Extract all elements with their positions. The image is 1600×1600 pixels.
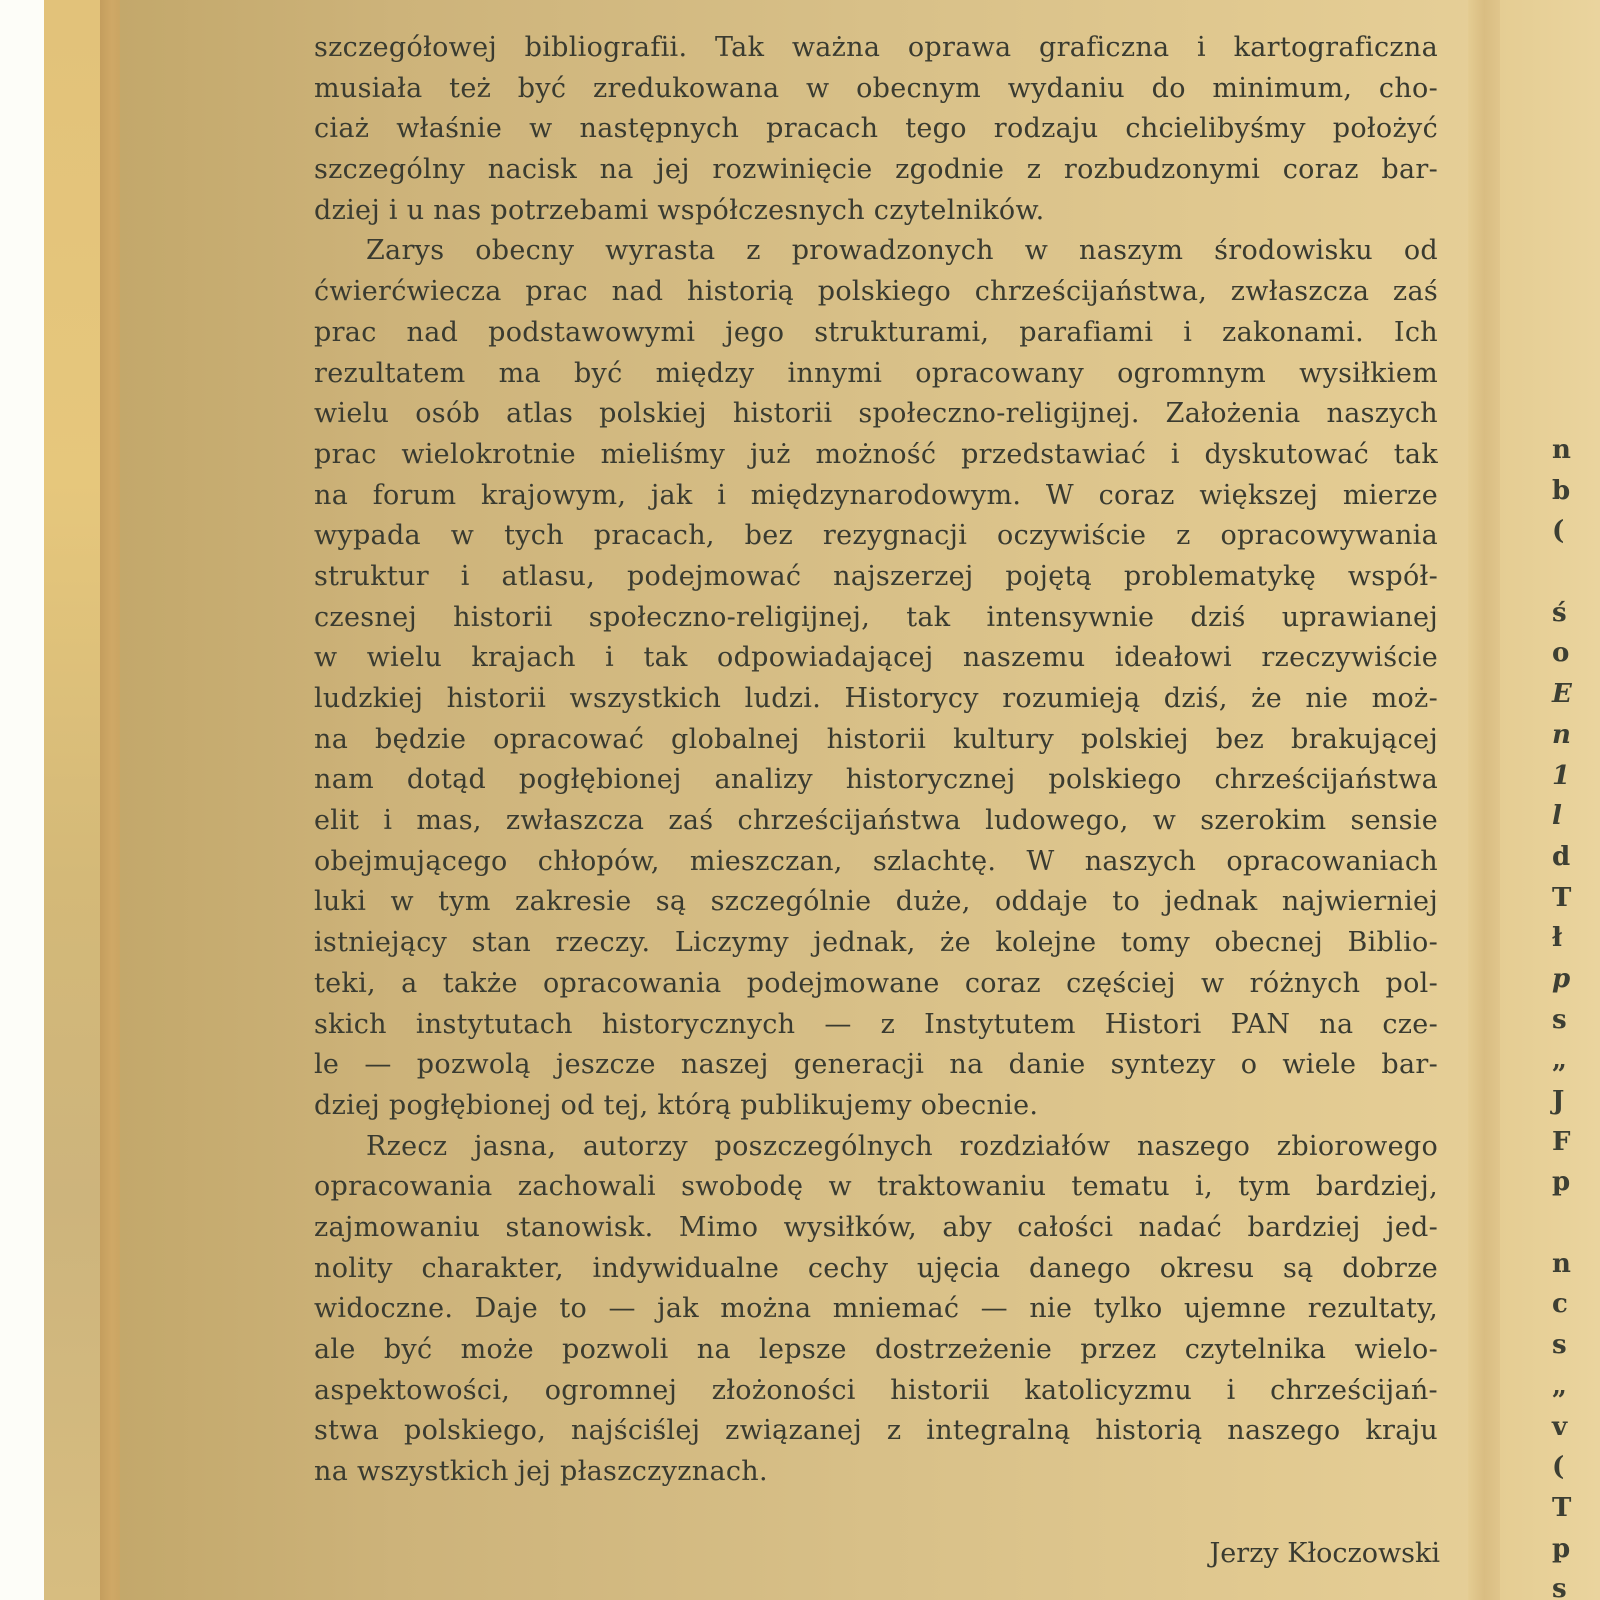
facing-page-fragment: p (1552, 1167, 1571, 1198)
facing-page-fragment: ś (1552, 597, 1567, 628)
text-line: na forum krajowym, jak i międzynarodowym. W coraz większej mierze (314, 479, 1438, 511)
text-line: teki, a także opracowania podejmowane coraz częściej w różnych pol- (314, 967, 1438, 999)
facing-page-fragment: ( (1552, 516, 1565, 547)
facing-page-fragment: d (1552, 841, 1571, 872)
text-line: skich instytutach historycznych — z Instytutem Histori PAN na cze- (314, 1008, 1438, 1040)
paragraph (314, 28, 1438, 231)
facing-page-fragment: E (1552, 679, 1572, 710)
facing-page-fragment: s (1552, 1330, 1567, 1361)
text-line: musiała też być zredukowana w obecnym wydaniu do minimum, cho- (314, 72, 1438, 104)
book-cover-edge (44, 0, 106, 1600)
text-line: szczegółowej bibliografii. Tak ważna oprawa graficzna i kartograficzna (314, 32, 1438, 63)
text-line: aspektowości, ogromnej złożoności historii katolicyzmu i chrześcijań- (314, 1374, 1438, 1406)
facing-page-fragment: c (1552, 1289, 1568, 1320)
text-line: na będzie opracować globalnej historii kultury polskiej bez brakującej (314, 723, 1438, 755)
text-line: le — pozwolą jeszcze naszej generacji na danie syntezy o wiele bar- (314, 1049, 1438, 1081)
text-line: wielu osób atlas polskiej historii społeczno-religijnej. Założenia naszych (314, 398, 1438, 430)
facing-page-fragment: 1 (1552, 760, 1571, 791)
text-line: prac nad podstawowymi jego strukturami, parafiami i zakonami. Ich (314, 316, 1438, 348)
text-line: szczególny nacisk na jej rozwinięcie zgodnie z rozbudzonymi coraz bar- (314, 154, 1438, 186)
text-line: czesnej historii społeczno-religijnej, tak intensywnie dziś uprawianej (314, 601, 1438, 633)
paragraph (314, 231, 1438, 1126)
text-line: ludzkiej historii wszystkich ludzi. Historycy rozumieją dziś, że nie moż- (314, 683, 1438, 714)
text-line: opracowania zachowali swobodę w traktowaniu tematu i, tym bardziej, (314, 1171, 1438, 1203)
text-line: ale być może pozwoli na lepsze dostrzeżenie przez czytelnika wielo- (314, 1334, 1438, 1365)
facing-page-fragment: „ (1552, 1045, 1567, 1076)
facing-page-fragment: o (1552, 638, 1570, 669)
facing-page-fragment: n (1552, 1248, 1571, 1279)
background (0, 0, 44, 1600)
author-signature: Jerzy Kłoczowski (1209, 1538, 1440, 1569)
text-line: elit i mas, zwłaszcza zaś chrześcijaństwa ludowego, w szerokim sensie (314, 805, 1438, 837)
text-line: Rzecz jasna, autorzy poszczególnych rozdziałów naszego zbiorowego (366, 1130, 1438, 1162)
facing-page-fragment: T (1552, 882, 1572, 913)
text-line: prac wielokrotnie mieliśmy już możność przedstawiać i dyskutować tak (314, 438, 1438, 470)
text-line: widoczne. Daje to — jak można mniemać — nie tylko ujemne rezultaty, (314, 1293, 1438, 1325)
facing-page-fragment (1552, 1203, 1600, 1244)
text-line: stwa polskiego, najściślej związanej z integralną historią naszego kraju (314, 1415, 1438, 1447)
text-line: ciaż właśnie w następnych pracach tego rodzaju chcielibyśmy położyć (314, 113, 1438, 145)
paragraph (314, 1127, 1438, 1493)
text-line: w wielu krajach i tak odpowiadającej naszemu ideałowi rzeczywiście (314, 642, 1438, 674)
text-line: rezultatem ma być między innymi opracowany ogromnym wysiłkiem (314, 357, 1438, 389)
facing-page-fragment: p (1552, 963, 1571, 994)
facing-page-text-fragments (1552, 430, 1600, 1600)
text-line: wypada w tych pracach, bez rezygnacji oczywiście z opracowywania (314, 520, 1438, 552)
facing-page-fragment (1552, 552, 1600, 593)
facing-page-fragment: ( (1552, 1452, 1565, 1483)
facing-page-fragment: F (1552, 1126, 1571, 1157)
facing-page-fragment: b (1552, 475, 1571, 506)
text-line: struktur i atlasu, podejmować najszerzej pojętą problematykę współ- (314, 560, 1438, 592)
text-line: ćwierćwiecza prac nad historią polskiego chrześcijaństwa, zwłaszcza zaś (314, 276, 1438, 308)
facing-page-fragment: ł (1552, 923, 1563, 954)
facing-page-fragment: s (1552, 1004, 1567, 1035)
facing-page-fragment: p (1552, 1533, 1571, 1564)
facing-page-fragment: „ (1552, 1370, 1567, 1401)
text-line: dziej pogłębionej od tej, którą publikujemy obecnie. (314, 1089, 1039, 1121)
facing-page-fragment: T (1552, 1492, 1572, 1523)
book-gutter (1468, 0, 1504, 1600)
facing-page-fragment: n (1552, 435, 1571, 465)
text-line: obejmującego chłopów, mieszczan, szlachtę. W naszych opracowaniach (314, 845, 1438, 877)
text-line: zajmowaniu stanowisk. Mimo wysiłków, aby całości nadać bardziej jed- (314, 1211, 1438, 1243)
facing-page-fragment: l (1552, 801, 1562, 832)
text-line: Zarys obecny wyrasta z prowadzonych w naszym środowisku od (366, 235, 1438, 267)
facing-page-fragment: v (1552, 1411, 1568, 1442)
text-line: luki w tym zakresie są szczególnie duże, oddaje to jednak najwierniej (314, 886, 1438, 918)
facing-page-fragment: J (1552, 1086, 1565, 1116)
text-line: na wszystkich jej płaszczyznach. (314, 1456, 768, 1488)
text-line: dziej i u nas potrzebami współczesnych czytelników. (314, 194, 1045, 226)
text-line: istniejący stan rzeczy. Liczymy jednak, że kolejne tomy obecnej Biblio- (314, 927, 1438, 959)
text-line: nolity charakter, indywidualne cechy ujęcia danego okresu są dobrze (314, 1252, 1438, 1284)
body-text (314, 28, 1438, 1493)
text-line: nam dotąd pogłębionej analizy historycznej polskiego chrześcijaństwa (314, 764, 1438, 796)
facing-page-fragment: n (1552, 719, 1571, 750)
facing-page-fragment: s (1552, 1574, 1567, 1600)
